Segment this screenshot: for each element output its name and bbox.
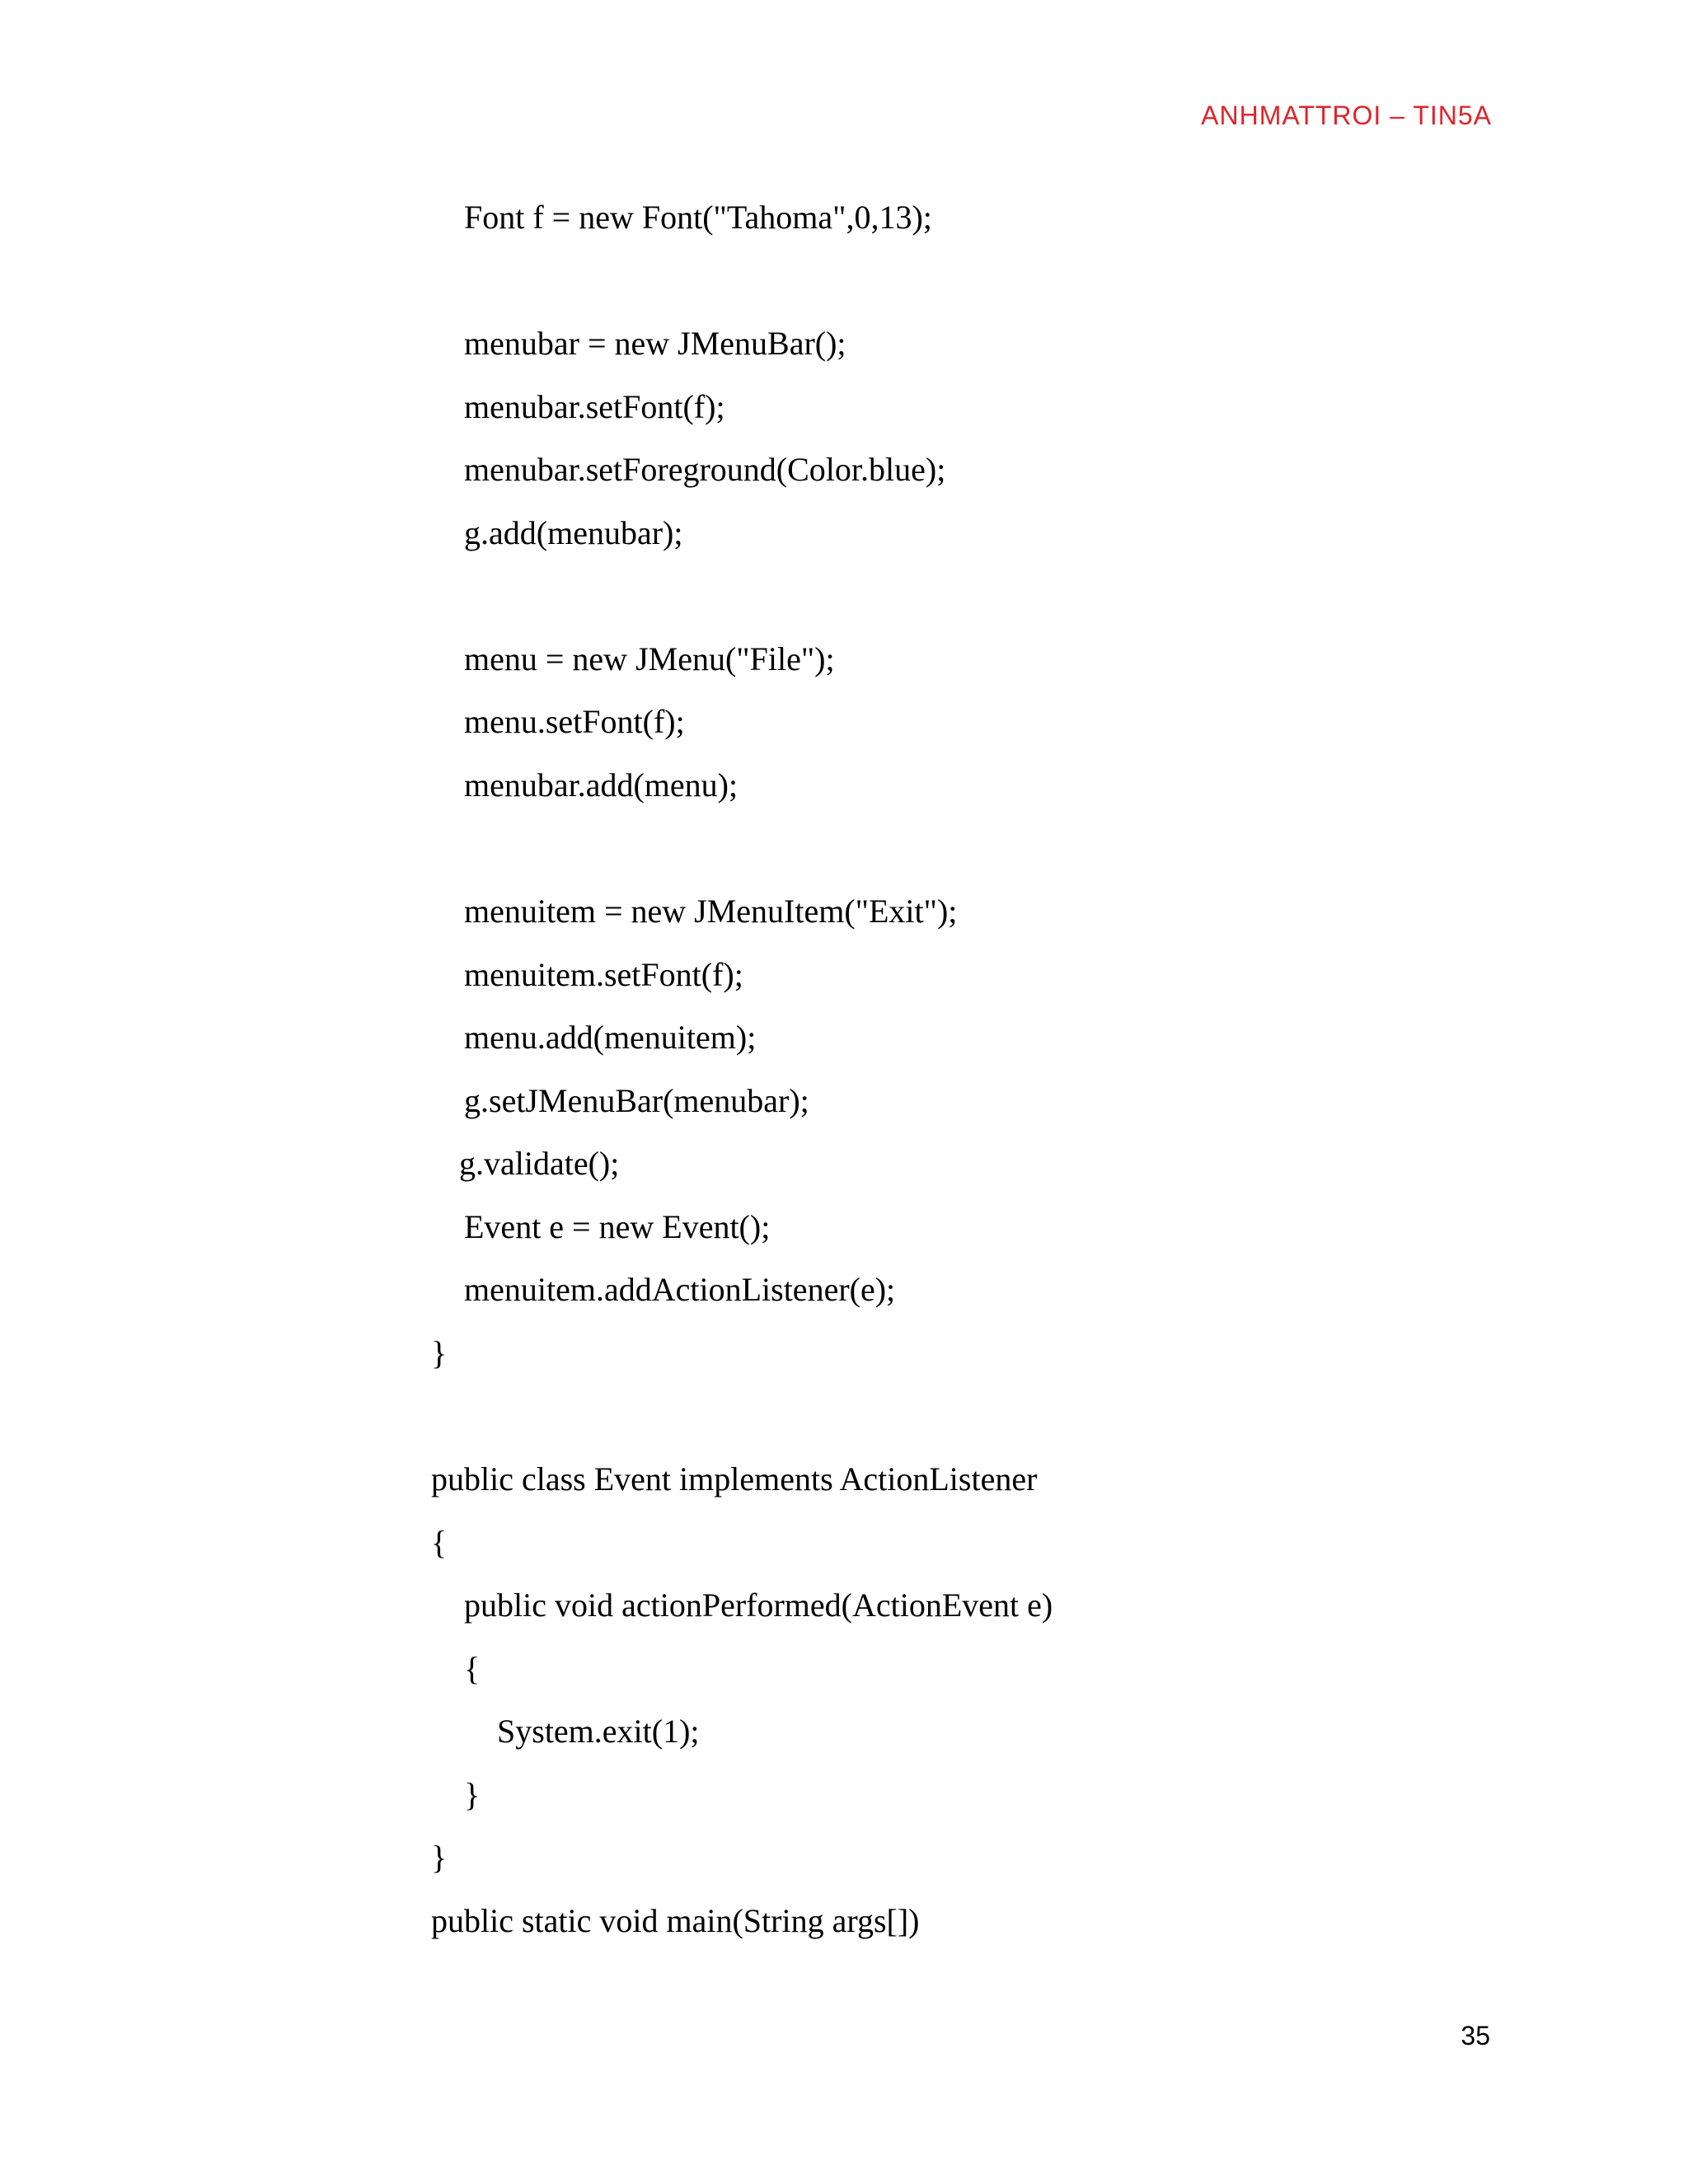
code-line: menubar.add(menu); bbox=[464, 766, 738, 804]
code-line: menuitem = new JMenuItem("Exit"); bbox=[464, 893, 958, 930]
code-line: Event e = new Event(); bbox=[464, 1208, 771, 1245]
code-line: { bbox=[464, 1650, 481, 1687]
code-line: } bbox=[431, 1839, 448, 1876]
code-line: { bbox=[431, 1524, 448, 1561]
code-line: System.exit(1); bbox=[497, 1713, 700, 1750]
code-line: } bbox=[431, 1334, 448, 1371]
page-number: 35 bbox=[1461, 2021, 1490, 2050]
running-header: ANHMATTROI – TIN5A bbox=[1201, 101, 1492, 130]
code-line: menuitem.addActionListener(e); bbox=[464, 1271, 896, 1308]
code-line: menu.add(menuitem); bbox=[464, 1019, 757, 1056]
code-line: g.validate(); bbox=[459, 1145, 620, 1182]
code-line: public static void main(String args[]) bbox=[431, 1902, 920, 1939]
code-line: g.setJMenuBar(menubar); bbox=[464, 1082, 809, 1119]
code-line: public void actionPerformed(ActionEvent e) bbox=[464, 1586, 1053, 1624]
code-line: Font f = new Font("Tahoma",0,13); bbox=[464, 199, 932, 236]
code-line: menu = new JMenu("File"); bbox=[464, 640, 835, 677]
code-line: menubar.setForeground(Color.blue); bbox=[464, 451, 946, 488]
code-line: menu.setFont(f); bbox=[464, 703, 685, 740]
code-line: public class Event implements ActionListener bbox=[431, 1460, 1038, 1497]
code-line: } bbox=[464, 1776, 481, 1813]
code-line: menubar = new JMenuBar(); bbox=[464, 325, 846, 362]
code-line: menuitem.setFont(f); bbox=[464, 956, 743, 993]
code-line: g.add(menubar); bbox=[464, 514, 683, 551]
code-line: menubar.setFont(f); bbox=[464, 388, 725, 425]
